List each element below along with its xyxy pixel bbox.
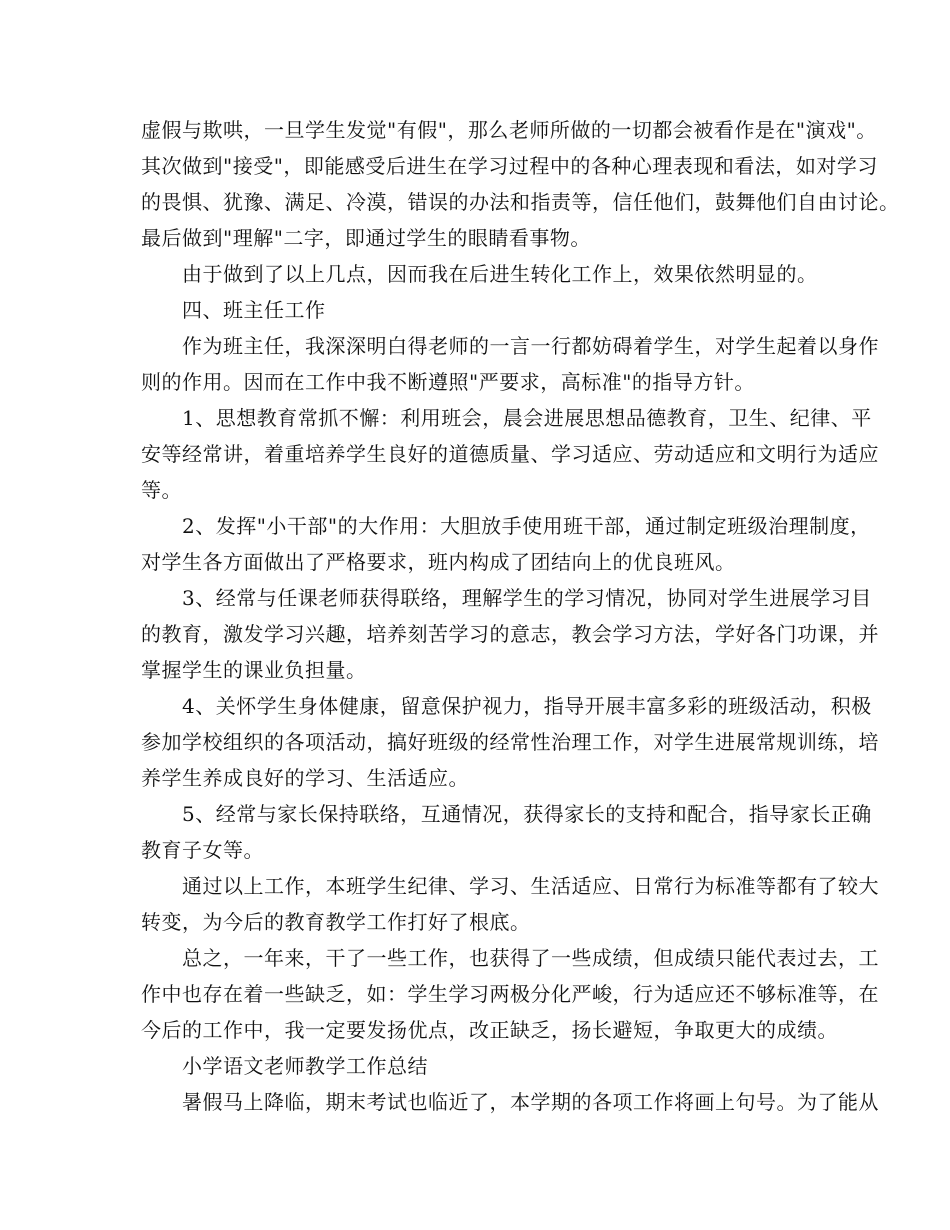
text-line: 等。 [141, 478, 182, 502]
text-line: 4、关怀学生身体健康，留意保护视力，指导开展丰富多彩的班级活动，积极 [141, 694, 872, 718]
text-line: 5、经常与家长保持联络，互通情况，获得家长的支持和配合，指导家长正确 [141, 802, 872, 826]
text-line: 虚假与欺哄，一旦学生发觉"有假"，那么老师所做的一切都会被看作是在"演戏"。 [141, 118, 877, 142]
text-line: 掌握学生的课业负担量。 [141, 658, 367, 682]
text-line: 作为班主任，我深深明白得老师的一言一行都妨碍着学生，对学生起着以身作 [141, 334, 879, 358]
text-line: 的教育，激发学习兴趣，培养刻苦学习的意志，教会学习方法，学好各门功课，并 [141, 622, 879, 646]
text-line: 最后做到"理解"二字，即通过学生的眼睛看事物。 [141, 226, 591, 250]
text-line: 1、思想教育常抓不懈：利用班会，晨会进展思想品德教育，卫生、纪律、平 [141, 406, 872, 430]
text-line: 总之，一年来，干了一些工作，也获得了一些成绩，但成绩只能代表过去，工 [141, 946, 879, 970]
text-line: 参加学校组织的各项活动，搞好班级的经常性治理工作，对学生进展常规训练，培 [141, 730, 879, 754]
text-line: 暑假马上降临，期末考试也临近了，本学期的各项工作将画上句号。为了能从 [141, 1090, 879, 1114]
text-line: 由于做到了以上几点，因而我在后进生转化工作上，效果依然明显的。 [141, 262, 818, 286]
text-line: 今后的工作中，我一定要发扬优点，改正缺乏，扬长避短，争取更大的成绩。 [141, 1018, 838, 1042]
document-body [141, 112, 900, 1120]
section-heading: 小学语文老师教学工作总结 [141, 1054, 428, 1078]
text-line: 安等经常讲，着重培养学生良好的道德质量、学习适应、劳动适应和文明行为适应 [141, 442, 879, 466]
text-line: 则的作用。因而在工作中我不断遵照"严要求，高标准"的指导方针。 [141, 370, 755, 394]
text-line: 转变，为今后的教育教学工作打好了根底。 [141, 910, 531, 934]
text-line: 其次做到"接受"，即能感受后进生在学习过程中的各种心理表现和看法，如对学习 [141, 154, 878, 178]
section-heading: 四、班主任工作 [141, 298, 326, 322]
text-line: 对学生各方面做出了严格要求，班内构成了团结向上的优良班风。 [141, 550, 736, 574]
text-line: 养学生养成良好的学习、生活适应。 [141, 766, 469, 790]
text-line: 3、经常与任课老师获得联络，理解学生的学习情况，协同对学生进展学习目 [141, 586, 872, 610]
text-line: 教育子女等。 [141, 838, 264, 862]
text-line: 的畏惧、犹豫、满足、冷漠，错误的办法和指责等，信任他们，鼓舞他们自由讨论。 [141, 190, 900, 214]
text-line: 2、发挥"小干部"的大作用：大胆放手使用班干部，通过制定班级治理制度， [141, 514, 871, 538]
text-line: 作中也存在着一些缺乏，如：学生学习两极分化严峻，行为适应还不够标准等，在 [141, 982, 879, 1006]
text-line: 通过以上工作，本班学生纪律、学习、生活适应、日常行为标准等都有了较大 [141, 874, 879, 898]
